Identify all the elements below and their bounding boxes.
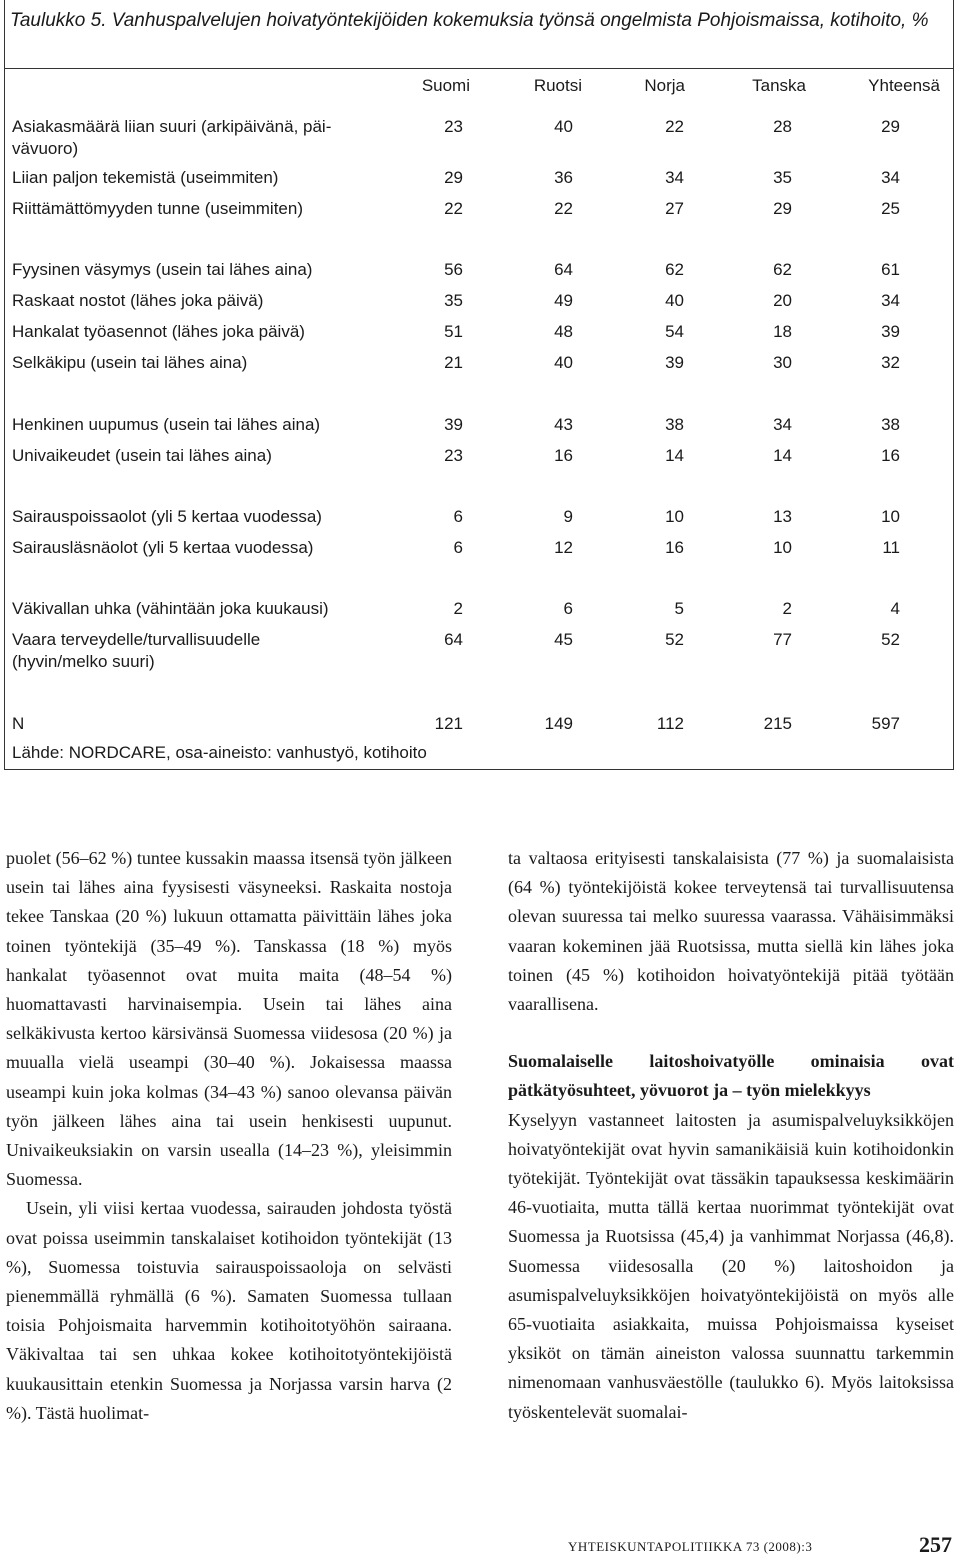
body-column-right [508, 844, 954, 1427]
body-paragraph: Kyselyyn vastanneet laitosten ja asumispalveluyksikköjen hoivatyöntekijät ovat hyvin samanikäisiä kuin kotihoidonkin työtekijät. Työntekijät ovat tässäkin tapauksessa keskimäärin 46-vuotiaita, mutta tällä kertaa nuorimmat työntekijät ovat Suomessa ja Ruotsissa (45,4) ja vanhimmat Norjassa (46,8). Suomessa viidesosalla (20 %) laitoshoidon ja asumispalveluyksikköjen hoivatyöntekijöistä on myös alle 65-vuotiaita asiakkaita, muissa Pohjoismaissa kyseiset yksiköt on tämän aineiston valossa suunnattu tarkemmin nimenomaan vanhusväestölle (taulukko 6). Myös laitoksissa työskentelevät suomalai- [508, 1109, 954, 1422]
cell-suomi: 121 [434, 714, 463, 733]
row-label: Selkäkipu (usein tai lähes aina) [12, 353, 248, 372]
body-paragraph: puolet (56–62 %) tuntee kussakin maassa itsensä työn jälkeen usein tai lähes aina fyysisesti väsyneeksi. Raskaita nostoja tekee Tanskaa (20 %) lukuun ottamatta päivittäin lähes joka toinen työntekijä (35–49 %). Tanskassa (18 %) myös hankalat työasennot ovat muita maita (48–54 %) huomattavasti harvinaisempia. Usein tai lähes aina selkäkivusta kertoo kärsivänsä Suomessa viidesosa (20 %) ja muualla vielä useampi (30–40 %). Jokaisessa maassa useampi kuin joka kolmas (34–43 %) sanoo olevansa päivän työn jälkeen lähes aina tai usein henkisesti uupunut. Univaikeuksiakin on varsin usealla (14–23 %), yleisimmin Suomessa. [6, 848, 452, 1190]
row-label: Vaara terveydelle/turvallisuudelle (hyvin/melko suuri) [12, 630, 261, 671]
column-header-norja: Norja [644, 76, 685, 95]
cell-yhteensa: 29 [881, 117, 900, 136]
cell-ruotsi: 12 [554, 538, 573, 557]
column-header-ruotsi: Ruotsi [533, 76, 582, 95]
cell-tanska: 28 [773, 117, 792, 136]
row-label: N [12, 714, 25, 733]
cell-yhteensa: 597 [871, 714, 900, 733]
section-heading: Suomalaiselle laitoshoivatyölle ominaisia ovat pätkätyösuhteet, yövuorot ja – työn mielekkyys [508, 1051, 954, 1101]
cell-tanska: 35 [773, 168, 792, 187]
cell-suomi: 56 [444, 260, 463, 279]
cell-suomi: 23 [444, 446, 463, 465]
cell-tanska: 18 [773, 322, 792, 341]
cell-norja: 34 [665, 168, 684, 187]
cell-yhteensa: 34 [881, 291, 900, 310]
cell-tanska: 13 [773, 507, 792, 526]
cell-norja: 39 [665, 353, 684, 372]
cell-norja: 22 [665, 117, 684, 136]
cell-suomi: 51 [444, 322, 463, 341]
cell-ruotsi: 45 [554, 630, 573, 649]
cell-suomi: 29 [444, 168, 463, 187]
cell-ruotsi: 9 [563, 507, 573, 526]
cell-ruotsi: 49 [554, 291, 573, 310]
cell-ruotsi: 149 [544, 714, 573, 733]
cell-suomi: 6 [453, 538, 463, 557]
cell-yhteensa: 11 [882, 538, 900, 557]
cell-ruotsi: 43 [554, 415, 573, 434]
cell-ruotsi: 40 [554, 353, 573, 372]
cell-suomi: 39 [444, 415, 463, 434]
table-column-headers [0, 76, 960, 100]
cell-tanska: 14 [773, 446, 792, 465]
cell-suomi: 22 [444, 199, 463, 218]
row-label: Sairauspoissaolot (yli 5 kertaa vuodessa) [12, 507, 322, 526]
cell-yhteensa: 39 [881, 322, 900, 341]
cell-suomi: 23 [444, 117, 463, 136]
cell-ruotsi: 40 [554, 117, 573, 136]
cell-yhteensa: 61 [881, 260, 900, 279]
cell-yhteensa: 16 [881, 446, 900, 465]
cell-tanska: 77 [773, 630, 792, 649]
cell-norja: 38 [665, 415, 684, 434]
cell-ruotsi: 6 [563, 599, 573, 618]
cell-norja: 5 [674, 599, 684, 618]
cell-tanska: 34 [773, 415, 792, 434]
cell-ruotsi: 64 [554, 260, 573, 279]
row-label: Raskaat nostot (lähes joka päivä) [12, 291, 264, 310]
cell-yhteensa: 10 [881, 507, 900, 526]
column-header-tanska: Tanska [752, 76, 806, 95]
row-label: Hankalat työasennot (lähes joka päivä) [12, 322, 305, 341]
column-header-yhteensa: Yhteensä [868, 76, 940, 95]
row-label: Väkivallan uhka (vähintään joka kuukausi) [12, 599, 329, 618]
page-number: 257 [919, 1532, 952, 1557]
cell-norja: 27 [665, 199, 684, 218]
cell-tanska: 62 [773, 260, 792, 279]
cell-ruotsi: 48 [554, 322, 573, 341]
cell-yhteensa: 38 [881, 415, 900, 434]
row-label: Sairausläsnäolot (yli 5 kertaa vuodessa) [12, 538, 314, 557]
cell-suomi: 6 [453, 507, 463, 526]
cell-norja: 62 [665, 260, 684, 279]
column-header-suomi: Suomi [421, 76, 470, 95]
cell-tanska: 20 [773, 291, 792, 310]
cell-suomi: 64 [444, 630, 463, 649]
cell-yhteensa: 25 [881, 199, 900, 218]
body-paragraph: Usein, yli viisi kertaa vuodessa, sairauden johdosta työstä ovat poissa useimmin tanskalaiset kotihoidon työntekijät (13 %), Suomessa toistuvia sairauspoissaoloja on selvästi pienemmällä ryhmällä (6 %). Samaten Suomessa tullaan toisia Pohjoismaita harvemmin kotihoitotyöhön sairaana. Väkivaltaa tai sen uhkaa kokee kotihoitotyöntekijöistä kuukausittain etenkin Suomessa ja Norjassa varsin harva (2 %). Tästä huolimat- [6, 1198, 452, 1423]
body-paragraph: ta valtaosa erityisesti tanskalaisista (77 %) ja suomalaisista (64 %) työntekijöistä kokee terveytensä tai turvallisuutensa olevan suuressa tai melko suuressa vaarassa. Vähäisimmäksi vaaran kokeminen jää Ruotsissa, mutta siellä kin lähes joka toinen (45 %) kotihoidon hoivatyöntekijä pitää työtään vaarallisena. [508, 848, 954, 1015]
page-footer [540, 1532, 952, 1558]
cell-norja: 14 [665, 446, 684, 465]
cell-ruotsi: 22 [554, 199, 573, 218]
cell-yhteensa: 34 [881, 168, 900, 187]
cell-yhteensa: 32 [881, 353, 900, 372]
cell-tanska: 2 [782, 599, 792, 618]
row-label: Asiakasmäärä liian suuri (arkipäivänä, päi- vävuoro) [12, 117, 332, 158]
cell-norja: 40 [665, 291, 684, 310]
table-caption: Taulukko 5. Vanhuspalvelujen hoivatyöntekijöiden kokemuksia työnsä ongelmista Pohjoismaissa, kotihoito, % [10, 10, 929, 31]
row-label: Univaikeudet (usein tai lähes aina) [12, 446, 272, 465]
journal-name: YHTEISKUNTAPOLITIIKKA 73 (2008):3 [568, 1539, 813, 1554]
row-label: Riittämättömyyden tunne (useimmiten) [12, 199, 304, 218]
body-column-left [6, 844, 452, 1428]
cell-tanska: 10 [773, 538, 792, 557]
table-source-note: Lähde: NORDCARE, osa-aineisto: vanhustyö, kotihoito [12, 743, 427, 762]
cell-yhteensa: 4 [890, 599, 900, 618]
caption-divider [4, 68, 954, 69]
cell-norja: 52 [665, 630, 684, 649]
cell-suomi: 21 [444, 353, 463, 372]
cell-suomi: 2 [453, 599, 463, 618]
cell-tanska: 29 [773, 199, 792, 218]
cell-tanska: 215 [763, 714, 792, 733]
cell-yhteensa: 52 [881, 630, 900, 649]
cell-tanska: 30 [773, 353, 792, 372]
row-label: Henkinen uupumus (usein tai lähes aina) [12, 415, 321, 434]
row-label: Liian paljon tekemistä (useimmiten) [12, 168, 279, 187]
cell-norja: 16 [665, 538, 684, 557]
cell-ruotsi: 36 [554, 168, 573, 187]
cell-norja: 10 [665, 507, 684, 526]
cell-ruotsi: 16 [554, 446, 573, 465]
row-label: Fyysinen väsymys (usein tai lähes aina) [12, 260, 313, 279]
cell-norja: 54 [665, 322, 684, 341]
cell-suomi: 35 [444, 291, 463, 310]
cell-norja: 112 [656, 714, 684, 733]
